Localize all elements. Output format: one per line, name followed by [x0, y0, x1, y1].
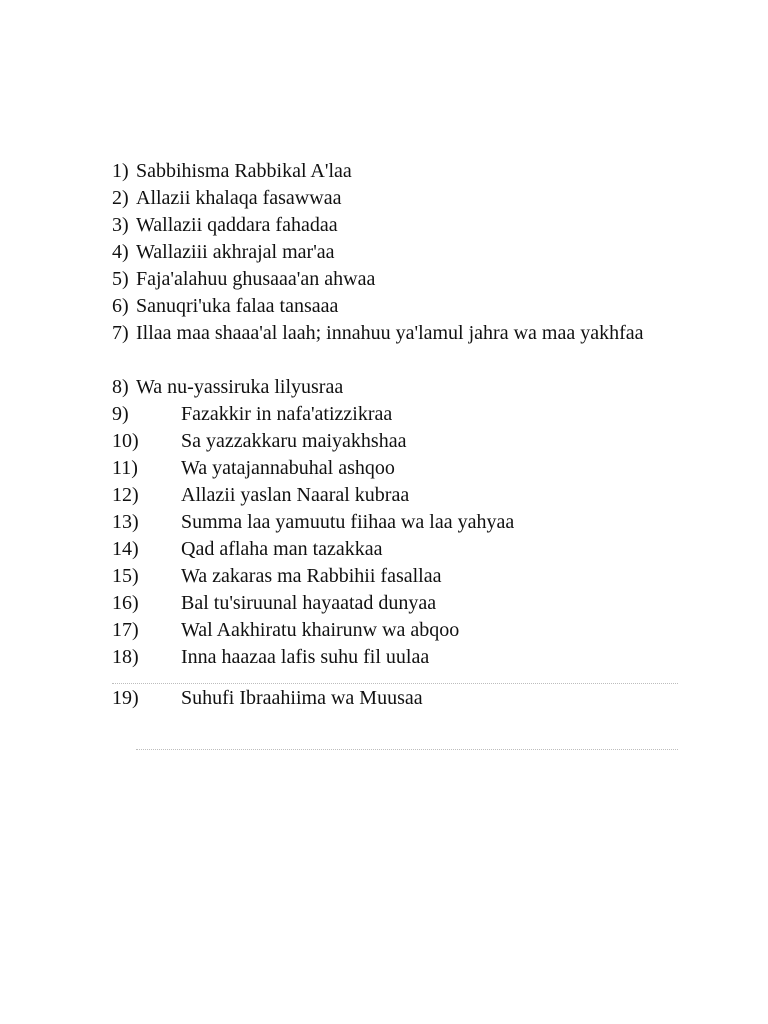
verse-number: 5): [112, 268, 129, 290]
verse-17: [112, 617, 692, 644]
verse-number: 11): [112, 457, 138, 479]
verse-number: 17): [112, 619, 139, 641]
verse-5: [112, 266, 692, 293]
verse-text: Wa zakaras ma Rabbihii fasallaa: [181, 565, 442, 587]
verse-text: Bal tu'siruunal hayaatad dunyaa: [181, 592, 437, 614]
verse-15: [112, 563, 692, 590]
verse-6: [112, 293, 692, 320]
verse-11: [112, 455, 692, 482]
verse-text: Fazakkir in nafa'atizzikraa: [181, 403, 393, 425]
dotted-divider: [136, 749, 678, 750]
verse-number: 13): [112, 511, 139, 533]
verse-number: 14): [112, 538, 139, 560]
dotted-divider: [112, 683, 678, 684]
verse-7: [112, 320, 692, 374]
verse-8: [112, 374, 692, 401]
verse-text: Allazii khalaqa fasawwaa: [136, 187, 342, 209]
verse-text: Sa yazzakkaru maiyakhshaa: [181, 430, 407, 452]
verse-3: [112, 212, 692, 239]
verse-text: Wallaziii akhrajal mar'aa: [136, 241, 335, 263]
verse-12: [112, 482, 692, 509]
verse-text: Wa nu-yassiruka lilyusraa: [136, 376, 344, 398]
verse-text: Wallazii qaddara fahadaa: [136, 214, 338, 236]
verse-text: Qad aflaha man tazakkaa: [181, 538, 383, 560]
verse-number: 9): [112, 403, 129, 425]
verse-number: 15): [112, 565, 139, 587]
verse-text: Suhufi Ibraahiima wa Muusaa: [181, 687, 423, 709]
verse-text: Faja'alahuu ghusaaa'an ahwaa: [136, 268, 376, 290]
verse-19: [112, 685, 423, 712]
verse-1: [112, 158, 692, 185]
verse-4: [112, 239, 692, 266]
verse-number: 1): [112, 160, 129, 182]
verse-18: [112, 644, 692, 671]
verse-text: Wa yatajannabuhal ashqoo: [181, 457, 395, 479]
verse-number: 10): [112, 430, 139, 452]
verse-number: 2): [112, 187, 129, 209]
verse-text: Inna haazaa lafis suhu fil uulaa: [181, 646, 430, 668]
verse-number: 4): [112, 241, 129, 263]
verse-text: Wal Aakhiratu khairunw wa abqoo: [181, 619, 460, 641]
verse-number: 19): [112, 687, 139, 709]
verse-number: 12): [112, 484, 139, 506]
verse-text: Illaa maa shaaa'al laah; innahuu ya'lamul jahra wa maa yakhfaa: [136, 322, 644, 344]
verse-text: Summa laa yamuutu fiihaa wa laa yahyaa: [181, 511, 515, 533]
verse-text: Sanuqri'uka falaa tansaaa: [136, 295, 339, 317]
verse-text: Allazii yaslan Naaral kubraa: [181, 484, 410, 506]
verse-number: 8): [112, 376, 129, 398]
verse-number: 18): [112, 646, 139, 668]
verse-text: Sabbihisma Rabbikal A'laa: [136, 160, 352, 182]
verse-list: [112, 158, 692, 671]
verse-2: [112, 185, 692, 212]
verse-number: 3): [112, 214, 129, 236]
verse-9: [112, 401, 692, 428]
verse-10: [112, 428, 692, 455]
verse-number: 7): [112, 322, 129, 344]
verse-number: 16): [112, 592, 139, 614]
verse-number: 6): [112, 295, 129, 317]
verse-16: [112, 590, 692, 617]
verse-13: [112, 509, 692, 536]
verse-14: [112, 536, 692, 563]
